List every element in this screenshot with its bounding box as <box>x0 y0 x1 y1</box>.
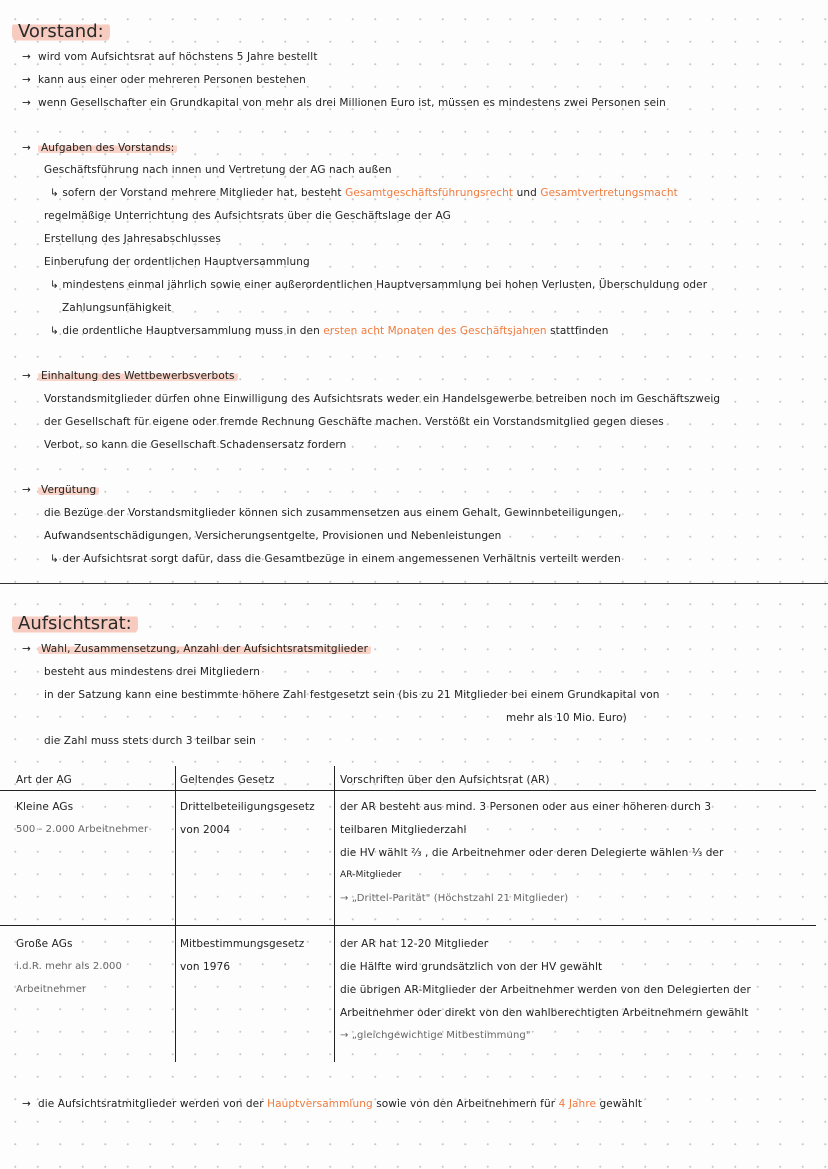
wahl-line-1: besteht aus mindestens drei Mitgliedern <box>44 666 260 678</box>
text: die ordentliche Hauptversammlung muss in den <box>62 325 320 337</box>
arrow-icon: → <box>22 1098 31 1110</box>
arrow-icon: → <box>22 643 31 655</box>
row2-v3: die übrigen AR-Mitglieder der Arbeitnehmer werden von den Delegierten der <box>340 984 751 996</box>
arrow-icon: → <box>22 370 31 382</box>
bullet-text: kann aus einer oder mehreren Personen bestehen <box>38 74 306 86</box>
text: gewählt <box>599 1098 643 1110</box>
aufsichtsrat-heading: Aufsichtsrat: <box>12 612 138 635</box>
vorstand-heading: Vorstand: <box>12 20 110 43</box>
section-divider <box>0 583 828 584</box>
sub-arrow-icon: ↳ <box>50 325 63 337</box>
row2-v5 <box>340 1030 531 1041</box>
verguetung-line-1: die Bezüge der Vorstandsmitglieder können sich zusammensetzen aus einem Gehalt, Gewinnbeteiligungen, <box>44 507 622 519</box>
text: stattfinden <box>550 325 609 337</box>
row1-v3: die HV wählt ²⁄₃ , die Arbeitnehmer oder deren Delegierte wählen ¹⁄₃ der <box>340 847 724 859</box>
aufgaben-heading <box>22 142 177 154</box>
text: „Drittel-Parität" (Höchstzahl 21 Mitglieder) <box>351 893 569 904</box>
wahl-title: Wahl, Zusammensetzung, Anzahl der Aufsichtsratsmitglieder <box>38 643 371 655</box>
row1-v5 <box>340 893 568 904</box>
highlight-text: Gesamtgeschäftsführungsrecht <box>345 187 514 199</box>
table-header-vorschriften: Vorschriften über den Aufsichtsrat (AR) <box>340 774 550 786</box>
row1-art: Kleine AGs <box>16 801 74 813</box>
aufgaben-line-1: Geschäftsführung nach innen und Vertretung der AG nach außen <box>44 164 392 176</box>
arrow-icon: → <box>22 142 31 154</box>
row1-gesetz: Drittelbeteiligungsgesetz <box>180 801 315 813</box>
aufgaben-line-7: Zahlungsunfähigkeit <box>62 302 172 314</box>
aufgaben-title: Aufgaben des Vorstands: <box>38 142 177 154</box>
aufgaben-line-3: regelmäßige Unterrichtung des Aufsichtsrats über die Geschäftslage der AG <box>44 210 451 222</box>
text: sowie von den Arbeitnehmern für <box>376 1098 556 1110</box>
arrow-icon: → <box>22 97 31 109</box>
text: die Aufsichtsratmitglieder werden von der <box>38 1098 264 1110</box>
row1-v4: AR-Mitglieder <box>340 870 402 880</box>
row2-v1: der AR hat 12-20 Mitglieder <box>340 938 489 950</box>
highlight-text: Gesamtvertretungsmacht <box>540 187 678 199</box>
highlight-text: 4 Jahre <box>558 1098 597 1110</box>
sub-arrow-icon: ↳ <box>50 187 63 199</box>
vorstand-bullet-2 <box>22 74 306 86</box>
verguetung-line-2: Aufwandsentschädigungen, Versicherungsentgelte, Provisionen und Nebenleistungen <box>44 530 502 542</box>
arrow-icon: → <box>340 893 352 904</box>
wahl-line-2: in der Satzung kann eine bestimmte höhere Zahl festgesetzt sein (bis zu 21 Mitglieder bei einem Grundkapital von <box>44 689 660 701</box>
aufgaben-line-2 <box>50 187 678 199</box>
wettbewerb-line-2: der Gesellschaft für eigene oder fremde Rechnung Geschäfte machen. Verstößt ein Vorstandsmitglied gegen dieses <box>44 416 664 428</box>
table-header-art: Art der AG <box>16 774 72 786</box>
wettbewerb-line-1: Vorstandsmitglieder dürfen ohne Einwilligung des Aufsichtsrats weder ein Handelsgewerbe betreiben noch im Geschäftszweig <box>44 393 721 405</box>
row2-art-sub-1: i.d.R. mehr als 2.000 <box>16 961 122 972</box>
row2-v4: Arbeitnehmer oder direkt von den wahlberechtigten Arbeitnehmern gewählt <box>340 1007 749 1019</box>
wahl-heading <box>22 643 371 655</box>
table-col-rule-2 <box>334 766 335 1062</box>
text: und <box>516 187 537 199</box>
table-col-rule-1 <box>175 766 176 1062</box>
verguetung-line-3 <box>50 553 621 565</box>
aufgaben-line-8 <box>50 325 609 337</box>
text: mindestens einmal jährlich sowie einer außerordentlichen Hauptversammlung bei hohen Verlusten, Überschuldung oder <box>62 279 708 291</box>
sub-arrow-icon: ↳ <box>50 279 63 291</box>
table-header-gesetz: Geltendes Gesetz <box>180 774 275 786</box>
arrow-icon: → <box>22 484 31 496</box>
row2-v2: die Hälfte wird grundsätzlich von der HV gewählt <box>340 961 603 973</box>
row1-gesetz-year: von 2004 <box>180 824 231 836</box>
row2-gesetz-year: von 1976 <box>180 961 231 973</box>
aufgaben-line-4: Erstellung des Jahresabschlusses <box>44 233 221 245</box>
arrow-icon: → <box>340 1030 352 1041</box>
arrow-icon: → <box>22 74 31 86</box>
table-header-rule <box>0 790 816 791</box>
aufgaben-line-6 <box>50 279 707 291</box>
vorstand-bullet-3 <box>22 97 666 109</box>
highlight-text: ersten acht Monaten des Geschäftsjahren <box>323 325 547 337</box>
row1-v1: der AR besteht aus mind. 3 Personen oder aus einer höheren durch 3 <box>340 801 712 813</box>
wettbewerb-heading <box>22 370 238 382</box>
aufsichtsrat-bottom-line <box>22 1098 642 1110</box>
row2-gesetz: Mitbestimmungsgesetz <box>180 938 305 950</box>
text: sofern der Vorstand mehrere Mitglieder hat, besteht <box>62 187 342 199</box>
wahl-line-3: mehr als 10 Mio. Euro) <box>506 712 627 724</box>
vorstand-bullet-1 <box>22 51 318 63</box>
wettbewerb-line-3: Verbot, so kann die Gesellschaft Schadensersatz fordern <box>44 439 347 451</box>
bullet-text: wird vom Aufsichtsrat auf höchstens 5 Jahre bestellt <box>38 51 318 63</box>
highlight-text: Hauptversammlung <box>267 1098 373 1110</box>
arrow-icon: → <box>22 51 31 63</box>
row1-art-sub: 500 - 2.000 Arbeitnehmer <box>16 824 149 835</box>
wahl-line-4: die Zahl muss stets durch 3 teilbar sein <box>44 735 256 747</box>
verguetung-heading <box>22 484 99 496</box>
wettbewerb-title: Einhaltung des Wettbewerbsverbots <box>38 370 238 382</box>
row1-v2: teilbaren Mitgliederzahl <box>340 824 467 836</box>
sub-arrow-icon: ↳ <box>50 553 63 565</box>
row2-art: Große AGs <box>16 938 73 950</box>
aufgaben-line-5: Einberufung der ordentlichen Hauptversammlung <box>44 256 310 268</box>
verguetung-title: Vergütung <box>38 484 99 496</box>
row2-art-sub-2: Arbeitnehmer <box>16 984 87 995</box>
text: „gleichgewichtige Mitbestimmung" <box>351 1030 531 1041</box>
bullet-text: wenn Gesellschafter ein Grundkapital von mehr als drei Millionen Euro ist, müssen es mindestens zwei Personen sein <box>38 97 666 109</box>
table-row-rule <box>0 925 816 926</box>
text: der Aufsichtsrat sorgt dafür, dass die Gesamtbezüge in einem angemessenen Verhältnis verteilt werden <box>62 553 621 565</box>
